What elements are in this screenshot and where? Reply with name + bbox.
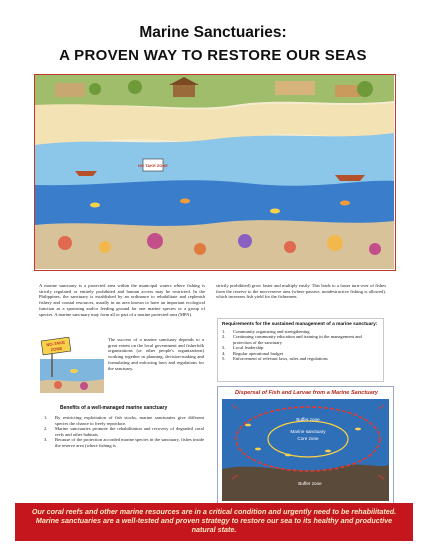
list-number: 4. <box>222 350 226 356</box>
list-number: 3. <box>44 437 48 442</box>
list-item <box>44 415 204 426</box>
list-text: Continuing community education and training in the management and protection of the sanctuary <box>233 334 362 345</box>
list-item <box>222 356 379 362</box>
list-number: 5. <box>222 356 226 362</box>
success-paragraph <box>108 337 204 371</box>
list-item <box>44 426 204 437</box>
list-item <box>44 437 204 448</box>
banner-text: Our coral reefs and other marine resources are in a critical condition and urgently need to be rehabilitated. Marine sanctuaries are a well-tested and proven strategy to restore our sea to its healthy and productive natural state. <box>31 507 397 534</box>
dispersal-title: Dispersal of Fish and Larvae from a Marine Sanctuary <box>235 390 378 396</box>
coastal-illustration <box>34 74 396 271</box>
list-number: 1. <box>44 415 48 420</box>
buffer-zone-bottom-label: Buffer zone <box>298 481 322 486</box>
intro-continuation <box>216 283 386 300</box>
list-text: Local leadership <box>233 345 264 351</box>
benefits-list-wrap <box>44 414 204 448</box>
bottom-banner <box>15 503 413 541</box>
intro-right-text: strictly prohibited) grow faster and multiply easily. This leads to a faster turn-over of fishes from the reserve to the non-reserve area (where passive, nondestructive fishing is allowed), which increases fish yield for the fishermen. <box>216 283 386 300</box>
list-item <box>222 334 379 345</box>
requirements-title: Requirements for the sustained management of a marine sanctuary: <box>222 322 378 327</box>
no-take-sign-line1: NO-TAKE <box>46 339 66 348</box>
list-number: 2. <box>44 426 48 431</box>
list-number: 2. <box>222 334 226 340</box>
intro-paragraph <box>39 283 205 317</box>
success-text: The success of a marine sanctuary depends to a great extent on the local government and fisherfolk organizations (or other people's organizations) working together in planning, decision-making and formulating and enforcing laws and regulations for the sanctuary. <box>108 337 204 371</box>
core-zone-label: Core zone <box>297 436 319 441</box>
requirements-box <box>217 318 384 382</box>
coastal-scene-image <box>35 75 394 269</box>
list-number: 3. <box>222 345 226 351</box>
list-text: Because of the protection accorded marine species in the sanctuary, fishes inside the reserve area (where fishing is <box>55 437 204 448</box>
list-text: Community organizing and strengthening <box>233 328 310 334</box>
benefits-list <box>44 415 204 448</box>
list-text: Enforcement of relevant laws, rules and regulations <box>233 356 328 362</box>
list-text: By restricting exploitation of fish stocks, marine sanctuaries give different species the chance to freely reproduce. <box>55 415 204 426</box>
dispersal-diagram <box>217 386 394 504</box>
poster-subtitle: A PROVEN WAY TO RESTORE OUR SEAS <box>59 47 367 64</box>
buffer-zone-top-label: Buffer zone <box>296 417 320 422</box>
sanctuary-label: Marine sanctuary <box>290 429 326 434</box>
list-text: Regular operational budget <box>233 350 284 356</box>
requirements-list <box>222 329 379 362</box>
benefits-title: Benefits of a well-managed marine sanctuary <box>60 405 168 411</box>
intro-left-text: A marine sanctuary is a protected area within the municipal waters where fishing is strictly regulated or entirely prohibited and human access may be restricted. In the Philippines, the sanctuary is established by an ordinance to rehabilitate and replenish fishery and coastal resources, usually in an area known to have an important ecological function as a spawning and/or feeding ground for one marine species or a group of species. A marine sanctuary may form all or part of a marine protected area (MPA). <box>39 283 205 317</box>
illustration-sign-label: NO TAKE ZONE <box>138 163 168 168</box>
dispersal-illustration <box>218 399 393 503</box>
list-text: Marine sanctuaries promote the rehabilitation and recovery of degraded coral reefs and other habitats. <box>55 426 204 437</box>
no-take-zone-image <box>40 337 104 393</box>
list-number: 1. <box>222 328 226 334</box>
poster-title: Marine Sanctuaries: <box>139 24 287 41</box>
no-take-sign-line2: ZONE <box>50 345 63 353</box>
